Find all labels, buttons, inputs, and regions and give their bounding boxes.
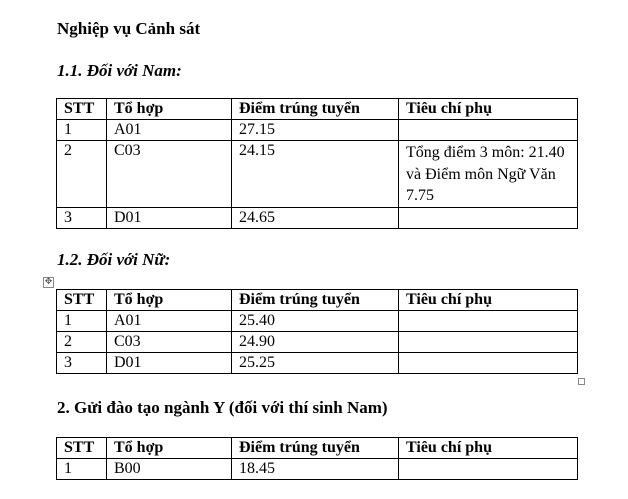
cell-stt: 3 bbox=[57, 353, 107, 374]
header-stt: STT bbox=[57, 438, 107, 459]
cell-tieu-chi bbox=[399, 120, 578, 141]
table-female bbox=[56, 289, 578, 374]
cell-stt: 3 bbox=[57, 207, 107, 228]
header-tieu-chi: Tiêu chí phụ bbox=[399, 438, 578, 459]
table-row bbox=[57, 311, 578, 332]
cell-tieu-chi bbox=[399, 332, 578, 353]
cell-diem: 24.15 bbox=[232, 141, 399, 208]
document-title: Nghiệp vụ Cảnh sát bbox=[57, 19, 201, 38]
table-row bbox=[57, 207, 578, 228]
header-stt: STT bbox=[57, 99, 107, 120]
table-header-row bbox=[57, 99, 578, 120]
table-male bbox=[56, 98, 578, 229]
table-y bbox=[56, 437, 578, 480]
header-diem: Điểm trúng tuyển bbox=[232, 99, 399, 120]
cell-tieu-chi bbox=[399, 207, 578, 228]
cell-tieu-chi bbox=[399, 311, 578, 332]
table-row bbox=[57, 459, 578, 480]
cell-to-hop: D01 bbox=[107, 353, 232, 374]
cell-tieu-chi bbox=[399, 353, 578, 374]
header-diem: Điểm trúng tuyển bbox=[232, 438, 399, 459]
cell-to-hop: D01 bbox=[107, 207, 232, 228]
table-row bbox=[57, 353, 578, 374]
cell-tieu-chi: Tổng điểm 3 môn: 21.40 và Điểm môn Ngữ Văn 7.75 bbox=[399, 141, 578, 208]
section-male-heading: 1.1. Đối với Nam: bbox=[57, 61, 182, 80]
cell-diem: 27.15 bbox=[232, 120, 399, 141]
cell-tieu-chi bbox=[399, 459, 578, 480]
header-tieu-chi: Tiêu chí phụ bbox=[399, 99, 578, 120]
cell-diem: 25.25 bbox=[232, 353, 399, 374]
cell-to-hop: C03 bbox=[107, 332, 232, 353]
cell-diem: 25.40 bbox=[232, 311, 399, 332]
table-header-row bbox=[57, 438, 578, 459]
header-diem: Điểm trúng tuyển bbox=[232, 290, 399, 311]
cell-stt: 1 bbox=[57, 311, 107, 332]
cell-stt: 2 bbox=[57, 332, 107, 353]
cell-to-hop: C03 bbox=[107, 141, 232, 208]
resize-icon[interactable] bbox=[578, 378, 585, 385]
table-row bbox=[57, 120, 578, 141]
cell-to-hop: A01 bbox=[107, 120, 232, 141]
table-header-row bbox=[57, 290, 578, 311]
cell-diem: 24.90 bbox=[232, 332, 399, 353]
move-icon[interactable]: ✥ bbox=[44, 277, 53, 287]
cell-diem: 24.65 bbox=[232, 207, 399, 228]
cell-stt: 2 bbox=[57, 141, 107, 208]
cell-to-hop: A01 bbox=[107, 311, 232, 332]
cell-stt: 1 bbox=[57, 120, 107, 141]
header-to-hop: Tổ hợp bbox=[107, 438, 232, 459]
cell-diem: 18.45 bbox=[232, 459, 399, 480]
section-y-heading: 2. Gửi đào tạo ngành Y (đối với thí sinh Nam) bbox=[57, 398, 388, 417]
section-female-heading: 1.2. Đối với Nữ: bbox=[57, 250, 171, 269]
header-to-hop: Tổ hợp bbox=[107, 290, 232, 311]
table-row bbox=[57, 141, 578, 208]
header-tieu-chi: Tiêu chí phụ bbox=[399, 290, 578, 311]
cell-to-hop: B00 bbox=[107, 459, 232, 480]
header-to-hop: Tổ hợp bbox=[107, 99, 232, 120]
header-stt: STT bbox=[57, 290, 107, 311]
cell-stt: 1 bbox=[57, 459, 107, 480]
table-row bbox=[57, 332, 578, 353]
